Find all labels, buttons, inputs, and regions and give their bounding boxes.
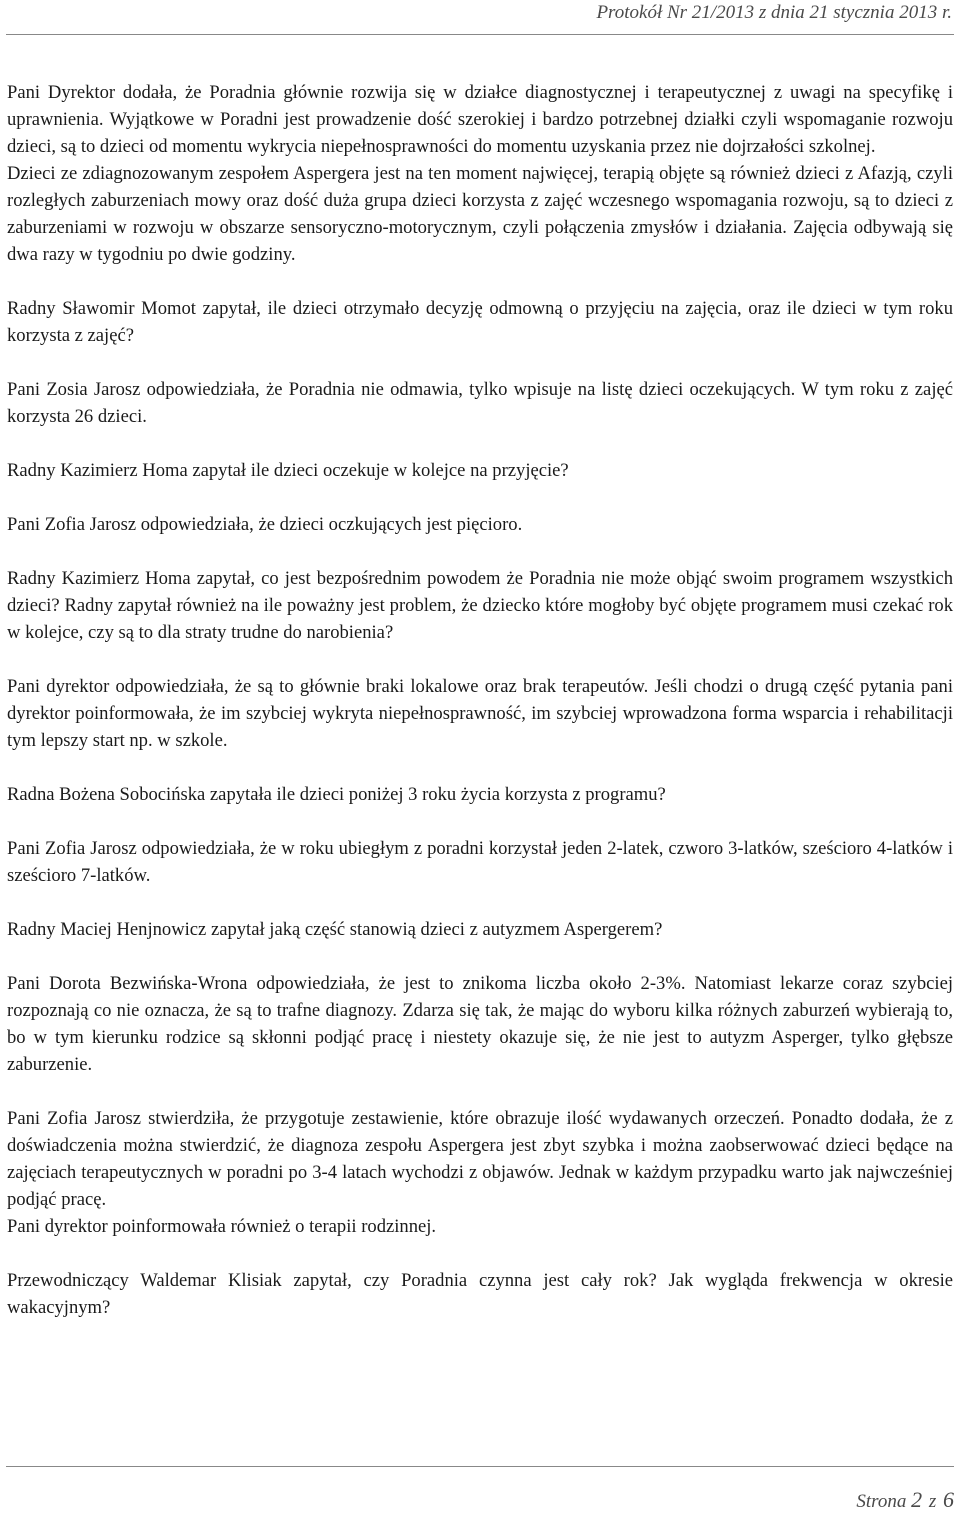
paragraph-8: Pani dyrektor odpowiedziała, że są to głównie braki lokalowe oraz brak terapeutów. Jeśli chodzi o drugą część pytania pani dyrektor poinformowała, że im szybciej wykryta niepełnosprawność, im szybciej wprowadzona forma wsparcia i rehabilitacji tym lepszy start np. w szkole. xyxy=(7,676,953,751)
header-divider xyxy=(6,34,954,35)
paragraph-3: Radny Sławomir Momot zapytał, ile dzieci otrzymało decyzję odmowną o przyjęciu na zajęcia, oraz ile dzieci w tym roku korzysta z zajęć? xyxy=(7,298,953,346)
paragraph-9: Radna Bożena Sobocińska zapytała ile dzieci poniżej 3 roku życia korzysta z programu? xyxy=(7,784,666,805)
document-body xyxy=(7,79,953,1348)
current-page: 2 xyxy=(911,1487,923,1512)
paragraph-2: Dzieci ze zdiagnozowanym zespołem Aspergera jest na ten moment najwięcej, terapią objęte są również dzieci z Afazją, czyli rozległych zaburzeniach mowy oraz dość duża grupa dzieci korzysta z zajęć wczesnego wspomagania rozwoju, są to dzieci z zaburzeniami w rozwoju w obszarze sensoryczno-motorycznym, czyli połączenia zmysłów i działania. Zajęcia odbywają się dwa razy w tygodniu po dwie godziny. xyxy=(7,163,953,265)
paragraph-14: Pani dyrektor poinformowała również o terapii rodzinnej. xyxy=(7,1216,437,1237)
page-label: Strona xyxy=(856,1491,907,1512)
paragraph-7: Radny Kazimierz Homa zapytał, co jest bezpośrednim powodem że Poradnia nie może objąć swoim programem wszystkich dzieci? Radny zapytał również na ile poważny jest problem, że dziecko które mogłoby być objęte programem musi czekać rok w kolejce, czy są to dla straty trudne do narobienia? xyxy=(7,568,953,643)
paragraph-13: Pani Zofia Jarosz stwierdziła, że przygotuje zestawienie, które obrazuje ilość wydawanych orzeczeń. Ponadto dodała, że z doświadczenia można stwierdzić, że diagnoza zespołu Aspergera jest zbyt szybka i można zaobserwować dzieci będące na zajęciach terapeutycznych w poradni po 3-4 latach wychodzi z objawów. Jednak w każdym przypadku warto jak najwcześniej podjąć pracę. xyxy=(7,1108,953,1210)
paragraph-15: Przewodniczący Waldemar Klisiak zapytał, czy Poradnia czynna jest cały rok? Jak wygląda frekwencja w okresie wakacyjnym? xyxy=(7,1270,953,1318)
page-number xyxy=(856,1487,954,1513)
paragraph-5: Radny Kazimierz Homa zapytał ile dzieci oczekuje w kolejce na przyjęcie? xyxy=(7,460,569,481)
paragraph-4: Pani Zosia Jarosz odpowiedziała, że Poradnia nie odmawia, tylko wpisuje na listę dzieci oczekujących. W tym roku z zajęć korzysta 26 dzieci. xyxy=(7,379,953,427)
page-header: Protokół Nr 21/2013 z dnia 21 stycznia 2013 r. xyxy=(596,2,952,23)
page-separator: z xyxy=(928,1491,937,1512)
paragraph-11: Radny Maciej Henjnowicz zapytał jaką część stanowią dzieci z autyzmem Aspergerem? xyxy=(7,919,663,940)
paragraph-10: Pani Zofia Jarosz odpowiedziała, że w roku ubiegłym z poradni korzystał jeden 2-latek, czworo 3-latków, sześcioro 4-latków i sześcioro 7-latków. xyxy=(7,838,953,886)
paragraph-1: Pani Dyrektor dodała, że Poradnia głównie rozwija się w działce diagnostycznej i terapeutycznej z uwagi na specyfikę i uprawnienia. Wyjątkowe w Poradni jest prowadzenie dość szerokiej i bardzo potrzebnej działki czyli wspomaganie rozwoju dzieci, są to dzieci od momentu wykrycia niepełnosprawności do momentu uzyskania przez nie dojrzałości szkolnej. xyxy=(7,82,953,157)
paragraph-6: Pani Zofia Jarosz odpowiedziała, że dzieci oczkujących jest pięcioro. xyxy=(7,514,523,535)
footer-divider xyxy=(6,1466,954,1467)
paragraph-12: Pani Dorota Bezwińska-Wrona odpowiedziała, że jest to znikoma liczba około 2-3%. Natomiast lekarze coraz szybciej rozpoznają co nie oznacza, że są to trafne diagnozy. Zdarza się tak, że mając do wyboru kilka różnych zaburzeń wybierają to, bo w tym kierunku rodzice są skłonni podjąć pracę i niestety okazuje się, że nie jest to autyzm Asperger, tylko głębsze zaburzenie. xyxy=(7,973,953,1075)
total-pages: 6 xyxy=(943,1487,954,1512)
